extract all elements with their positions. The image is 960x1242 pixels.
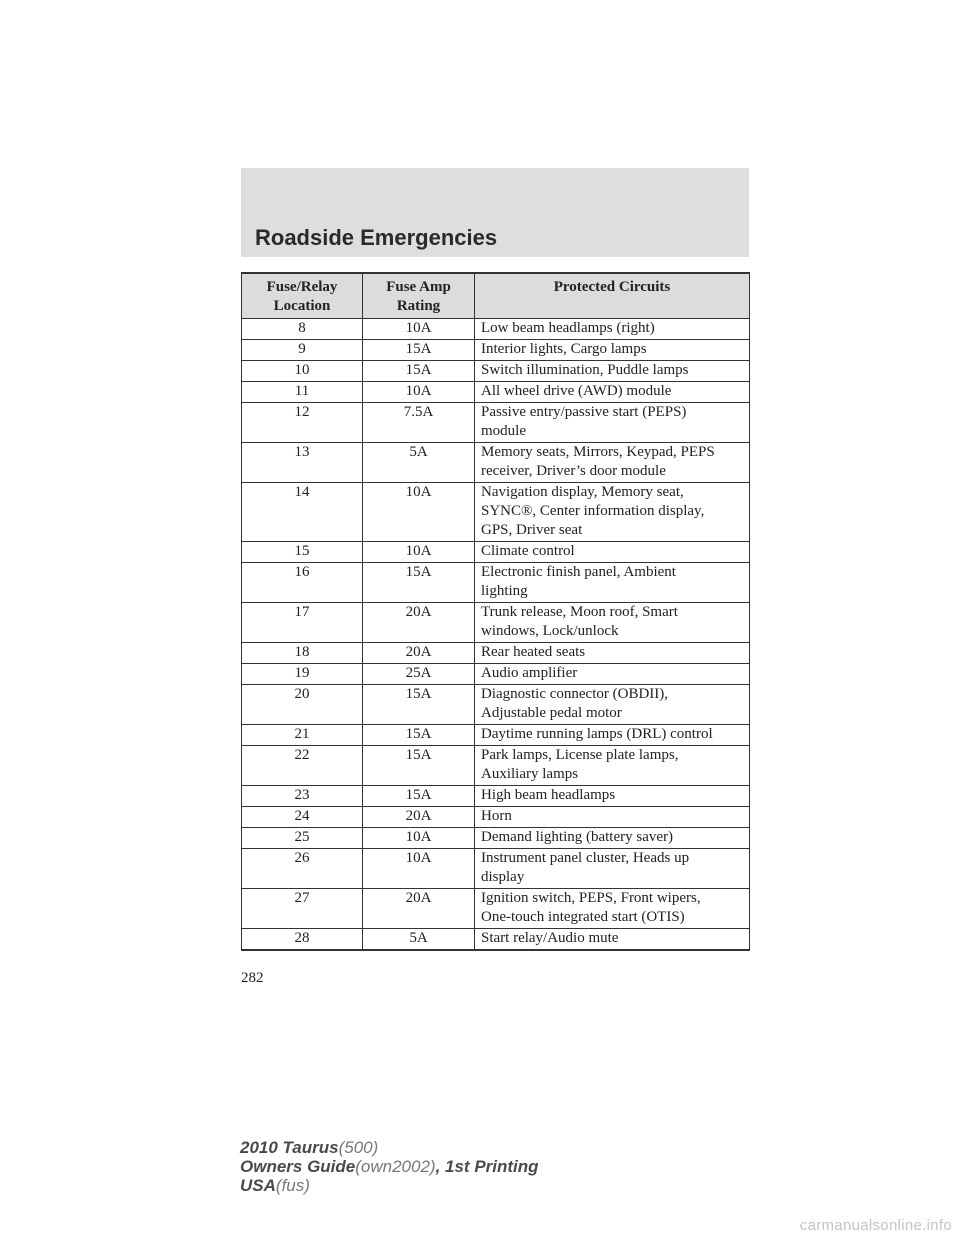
cell-location: 13	[242, 443, 363, 483]
cell-amp-rating: 10A	[363, 483, 475, 542]
circuit-line: Daytime running lamps (DRL) control	[481, 726, 713, 742]
circuit-line: Audio amplifier	[481, 665, 578, 681]
cell-protected-circuits	[475, 382, 750, 403]
circuit-line: Horn	[481, 808, 512, 824]
cell-location: 17	[242, 603, 363, 643]
table-row	[242, 443, 750, 483]
cell-location: 19	[242, 664, 363, 685]
table-header-row	[242, 273, 750, 319]
cell-location: 14	[242, 483, 363, 542]
cell-location: 21	[242, 725, 363, 746]
cell-protected-circuits	[475, 664, 750, 685]
circuit-line: Switch illumination, Puddle lamps	[481, 362, 689, 378]
cell-protected-circuits	[475, 319, 750, 340]
cell-protected-circuits	[475, 563, 750, 603]
cell-location: 9	[242, 340, 363, 361]
table-row	[242, 403, 750, 443]
cell-location: 16	[242, 563, 363, 603]
table-row	[242, 563, 750, 603]
cell-location: 20	[242, 685, 363, 725]
table-row	[242, 643, 750, 664]
section-header-band	[241, 168, 749, 257]
cell-protected-circuits	[475, 929, 750, 951]
watermark: carmanualsonline.info	[799, 1217, 952, 1234]
cell-amp-rating: 5A	[363, 929, 475, 951]
cell-protected-circuits	[475, 786, 750, 807]
circuit-line: Diagnostic connector (OBDII),	[481, 686, 669, 702]
footer-line-1	[240, 1138, 539, 1157]
cell-protected-circuits	[475, 443, 750, 483]
cell-amp-rating: 15A	[363, 685, 475, 725]
table-row	[242, 786, 750, 807]
table-row	[242, 340, 750, 361]
footer-line-3	[240, 1176, 539, 1195]
footer-guide-code: (own2002)	[355, 1157, 436, 1176]
cell-location: 22	[242, 746, 363, 786]
cell-protected-circuits	[475, 725, 750, 746]
header-protected-circuits: Protected Circuits	[475, 273, 750, 319]
footer-model-code: (500)	[338, 1138, 379, 1157]
circuit-line: Rear heated seats	[481, 644, 586, 660]
circuit-line: module	[481, 423, 526, 439]
cell-protected-circuits	[475, 889, 750, 929]
cell-amp-rating: 20A	[363, 603, 475, 643]
circuit-line: Memory seats, Mirrors, Keypad, PEPS	[481, 444, 715, 460]
table-row	[242, 849, 750, 889]
cell-amp-rating: 20A	[363, 889, 475, 929]
table-row	[242, 807, 750, 828]
fuse-table	[241, 272, 750, 951]
cell-amp-rating: 20A	[363, 807, 475, 828]
table-row	[242, 929, 750, 951]
cell-amp-rating: 15A	[363, 746, 475, 786]
header-amp-rating	[363, 273, 475, 319]
cell-location: 25	[242, 828, 363, 849]
table-row	[242, 889, 750, 929]
table-row	[242, 382, 750, 403]
circuit-line: Navigation display, Memory seat,	[481, 484, 684, 500]
cell-amp-rating: 7.5A	[363, 403, 475, 443]
table-row	[242, 319, 750, 340]
cell-amp-rating: 10A	[363, 382, 475, 403]
footer-line-2	[240, 1157, 539, 1176]
footer-model: 2010 Taurus	[240, 1138, 339, 1157]
table-row	[242, 664, 750, 685]
cell-amp-rating: 5A	[363, 443, 475, 483]
cell-location: 27	[242, 889, 363, 929]
table-row	[242, 828, 750, 849]
table-row	[242, 746, 750, 786]
circuit-line: Climate control	[481, 543, 575, 559]
circuit-line: Demand lighting (battery saver)	[481, 829, 674, 845]
cell-amp-rating: 15A	[363, 725, 475, 746]
cell-location: 11	[242, 382, 363, 403]
circuit-line: receiver, Driver’s door module	[481, 463, 666, 479]
circuit-line: All wheel drive (AWD) module	[481, 383, 672, 399]
table-row	[242, 685, 750, 725]
table-row	[242, 361, 750, 382]
footer-market: USA	[240, 1176, 276, 1195]
cell-amp-rating: 25A	[363, 664, 475, 685]
circuit-line: windows, Lock/unlock	[481, 623, 619, 639]
cell-protected-circuits	[475, 603, 750, 643]
cell-location: 23	[242, 786, 363, 807]
table-row	[242, 483, 750, 542]
cell-amp-rating: 10A	[363, 319, 475, 340]
cell-protected-circuits	[475, 361, 750, 382]
circuit-line: One-touch integrated start (OTIS)	[481, 909, 685, 925]
cell-amp-rating: 15A	[363, 340, 475, 361]
header-amp-line2: Rating	[396, 298, 441, 314]
cell-location: 10	[242, 361, 363, 382]
page-number: 282	[241, 970, 264, 986]
circuit-line: Low beam headlamps (right)	[481, 320, 655, 336]
cell-location: 18	[242, 643, 363, 664]
cell-location: 15	[242, 542, 363, 563]
cell-protected-circuits	[475, 849, 750, 889]
circuit-line: Instrument panel cluster, Heads up	[481, 850, 690, 866]
cell-amp-rating: 15A	[363, 361, 475, 382]
cell-protected-circuits	[475, 685, 750, 725]
circuit-line: Trunk release, Moon roof, Smart	[481, 604, 678, 620]
header-location-line1: Fuse/Relay	[266, 279, 338, 295]
table-row	[242, 603, 750, 643]
circuit-line: GPS, Driver seat	[481, 522, 583, 538]
header-amp-line1: Fuse Amp	[386, 279, 451, 295]
circuit-line: Ignition switch, PEPS, Front wipers,	[481, 890, 701, 906]
footer-printing: , 1st Printing	[435, 1157, 539, 1176]
cell-amp-rating: 15A	[363, 786, 475, 807]
cell-amp-rating: 15A	[363, 563, 475, 603]
footer-guide: Owners Guide	[240, 1157, 356, 1176]
cell-protected-circuits	[475, 542, 750, 563]
circuit-line: SYNC®, Center information display,	[481, 503, 705, 519]
cell-location: 8	[242, 319, 363, 340]
circuit-line: Passive entry/passive start (PEPS)	[481, 404, 687, 420]
circuit-line: Interior lights, Cargo lamps	[481, 341, 647, 357]
cell-protected-circuits	[475, 483, 750, 542]
cell-protected-circuits	[475, 746, 750, 786]
cell-protected-circuits	[475, 403, 750, 443]
cell-location: 28	[242, 929, 363, 951]
footer-imprint	[240, 1138, 539, 1195]
circuit-line: Adjustable pedal motor	[481, 705, 622, 721]
fuse-table-body	[242, 319, 750, 951]
circuit-line: High beam headlamps	[481, 787, 616, 803]
header-location	[242, 273, 363, 319]
circuit-line: Start relay/Audio mute	[481, 930, 619, 946]
cell-amp-rating: 10A	[363, 828, 475, 849]
circuit-line: Park lamps, License plate lamps,	[481, 747, 679, 763]
circuit-line: display	[481, 869, 525, 885]
circuit-line: Auxiliary lamps	[481, 766, 579, 782]
cell-protected-circuits	[475, 340, 750, 361]
cell-location: 12	[242, 403, 363, 443]
cell-location: 26	[242, 849, 363, 889]
table-row	[242, 542, 750, 563]
cell-protected-circuits	[475, 643, 750, 664]
circuit-line: Electronic finish panel, Ambient	[481, 564, 676, 580]
footer-market-code: (fus)	[275, 1176, 310, 1195]
cell-location: 24	[242, 807, 363, 828]
header-location-line2: Location	[273, 298, 331, 314]
cell-amp-rating: 10A	[363, 849, 475, 889]
cell-amp-rating: 10A	[363, 542, 475, 563]
circuit-line: lighting	[481, 583, 528, 599]
cell-amp-rating: 20A	[363, 643, 475, 664]
section-title: Roadside Emergencies	[255, 225, 498, 250]
cell-protected-circuits	[475, 807, 750, 828]
table-row	[242, 725, 750, 746]
cell-protected-circuits	[475, 828, 750, 849]
